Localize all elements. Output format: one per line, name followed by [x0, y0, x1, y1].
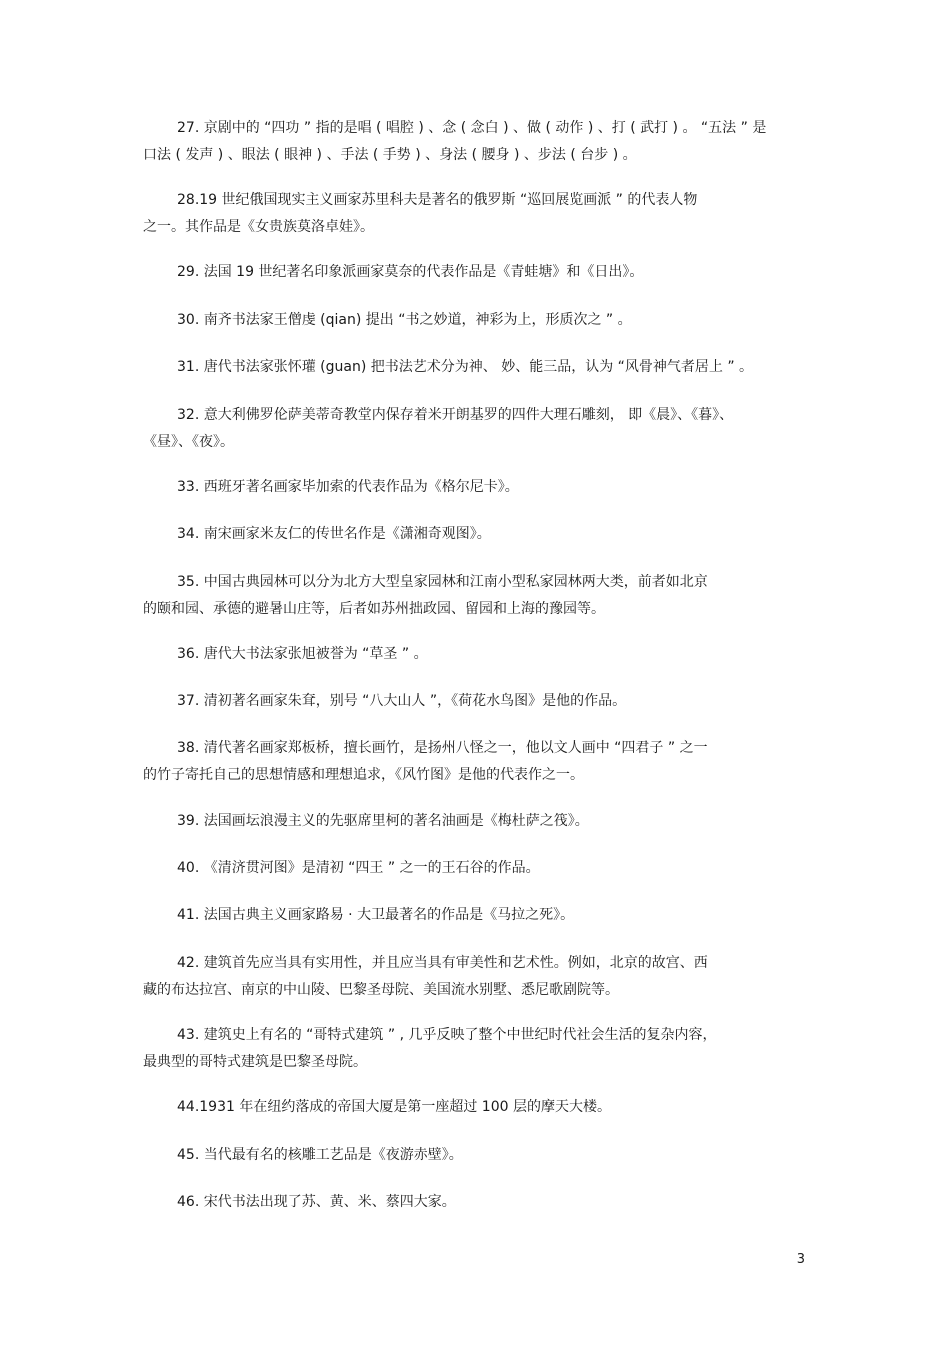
text-line: 口法 ( 发声 ) 、眼法 ( 眼神 ) 、手法 ( 手势 ) 、身法 ( 腰身 ) 、步法 ( 台步 ) 。 [143, 147, 637, 163]
list-item [143, 569, 808, 623]
text-line: 35. 中国古典园林可以分为北方大型皇家园林和江南小型私家园林两大类，前者如北京 [177, 574, 708, 590]
text-line: 31. 唐代书法家张怀瓘 (guan) 把书法艺术分为神、 妙、能三品，认为 “风骨神气者居上 ” 。 [177, 359, 754, 375]
text-line: 36. 唐代大书法家张旭被誉为 “草圣 ” 。 [177, 646, 428, 662]
list-item [143, 187, 808, 241]
list-item [143, 735, 808, 789]
text-line: 42. 建筑首先应当具有实用性，并且应当具有审美性和艺术性。例如，北京的故宫、西 [177, 955, 708, 971]
text-line: 32. 意大利佛罗伦萨美蒂奇教堂内保存着米开朗基罗的四件大理石雕刻， 即《晨》、《暮》、 [177, 407, 734, 423]
text-line: 43. 建筑史上有名的 “哥特式建筑 ” , 几乎反映了整个中世纪时代社会生活的复杂内容， [177, 1027, 717, 1043]
page-number: 3 [796, 1252, 805, 1267]
list-item [143, 808, 808, 835]
list-item [143, 115, 808, 169]
text-line: 45. 当代最有名的核雕工艺品是《夜游赤壁》。 [177, 1147, 463, 1163]
list-item [143, 1189, 808, 1216]
list-item [143, 1022, 808, 1076]
list-item [143, 1142, 808, 1169]
text-line: 40. 《清济贯河图》是清初 “四王 ” 之一的王石谷的作品。 [177, 860, 540, 876]
text-line: 37. 清初著名画家朱耷，别号 “八大山人 ”，《荷花水鸟图》是他的作品。 [177, 693, 627, 709]
text-line: 41. 法国古典主义画家路易 · 大卫最著名的作品是《马拉之死》。 [177, 907, 575, 923]
text-line: 最典型的哥特式建筑是巴黎圣母院。 [143, 1054, 367, 1070]
text-line: 《昼》、《夜》。 [143, 434, 234, 450]
text-line: 的颐和园、承德的避暑山庄等，后者如苏州拙政园、留园和上海的豫园等。 [143, 601, 605, 617]
list-item [143, 354, 808, 381]
text-line: 28.19 世纪俄国现实主义画家苏里科夫是著名的俄罗斯 “巡回展览画派 ” 的代表人物 [177, 192, 698, 208]
text-line: 之一。其作品是《女贵族莫洛卓娃》。 [143, 219, 374, 235]
list-item [143, 307, 808, 334]
list-item [143, 902, 808, 929]
list-item [143, 855, 808, 882]
text-line: 34. 南宋画家米友仁的传世名作是《潇湘奇观图》。 [177, 526, 491, 542]
list-item [143, 1094, 808, 1121]
list-item [143, 641, 808, 668]
list-item [143, 474, 808, 501]
text-line: 33. 西班牙著名画家毕加索的代表作品为《格尔尼卡》。 [177, 479, 519, 495]
list-item [143, 259, 808, 286]
text-line: 的竹子寄托自己的思想情感和理想追求，《风竹图》是他的代表作之一。 [143, 767, 584, 783]
text-line: 38. 清代著名画家郑板桥，擅长画竹，是扬州八怪之一，他以文人画中 “四君子 ” 之一 [177, 740, 708, 756]
text-line: 藏的布达拉宫、南京的中山陵、巴黎圣母院、美国流水别墅、悉尼歌剧院等。 [143, 982, 619, 998]
text-line: 30. 南齐书法家王僧虔 (qian) 提出 “书之妙道，神彩为上，形质次之 ” 。 [177, 312, 632, 328]
text-line: 27. 京剧中的 “四功 ” 指的是唱 ( 唱腔 ) 、念 ( 念白 ) 、做 ( 动作 ) 、打 ( 武打 ) 。 “五法 ” 是 [177, 120, 767, 136]
list-item [143, 950, 808, 1004]
text-line: 46. 宋代书法出现了苏、黄、米、蔡四大家。 [177, 1194, 456, 1210]
list-item [143, 402, 808, 456]
text-line: 29. 法国 19 世纪著名印象派画家莫奈的代表作品是《青蛙塘》和《日出》。 [177, 264, 644, 280]
text-line: 39. 法国画坛浪漫主义的先驱席里柯的著名油画是《梅杜萨之筏》。 [177, 813, 589, 829]
list-item [143, 688, 808, 715]
list-item [143, 521, 808, 548]
text-line: 44.1931 年在纽约落成的帝国大厦是第一座超过 100 层的摩天大楼。 [177, 1099, 611, 1115]
